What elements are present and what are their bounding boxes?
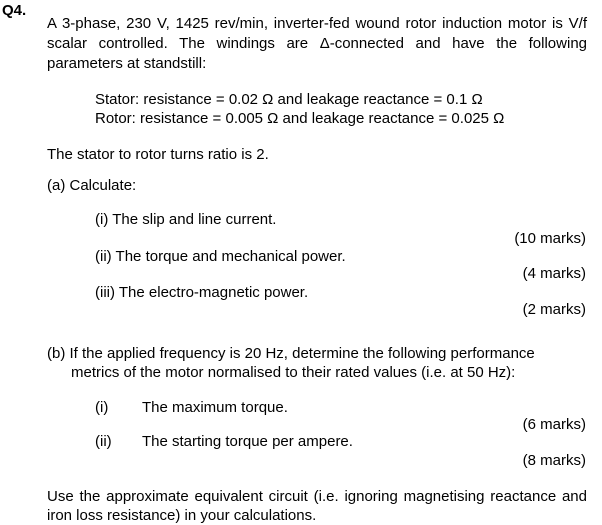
part-b-item-ii-numeral: (ii) (95, 433, 112, 450)
question-intro: A 3-phase, 230 V, 1425 rev/min, inverter-fed wound rotor induction motor is V/f scalar controlled. The windings are Δ-connected and have the following parameters at standstill: (47, 15, 587, 72)
question-number: Q4. (2, 2, 27, 19)
part-a-item-ii-marks: (4 marks) (522, 265, 586, 282)
stator-parameters: Stator: resistance = 0.02 Ω and leakage reactance = 0.1 Ω (95, 91, 483, 108)
part-a-heading: (a) Calculate: (47, 177, 137, 194)
part-b-heading-line1: (b) If the applied frequency is 20 Hz, determine the following performance (47, 345, 535, 362)
part-b-item-ii-marks: (8 marks) (522, 452, 586, 469)
part-a-item-iii-marks: (2 marks) (522, 301, 586, 318)
part-a-item-iii: (iii) The electro-magnetic power. (95, 284, 309, 301)
part-b-heading-line2: metrics of the motor normalised to their rated values (i.e. at 50 Hz): (71, 364, 516, 381)
closing-instruction: Use the approximate equivalent circuit (i.e. ignoring magnetising reactance and iron loss resistance) in your calculations. (47, 488, 587, 524)
part-b-item-ii: The starting torque per ampere. (142, 433, 353, 450)
turns-ratio: The stator to rotor turns ratio is 2. (47, 146, 269, 163)
rotor-parameters: Rotor: resistance = 0.005 Ω and leakage reactance = 0.025 Ω (95, 110, 505, 127)
part-b-item-i-marks: (6 marks) (522, 416, 586, 433)
part-a-item-i: (i) The slip and line current. (95, 211, 277, 228)
part-b-item-i-numeral: (i) (95, 399, 109, 416)
part-b-item-i: The maximum torque. (142, 399, 288, 416)
part-a-item-i-marks: (10 marks) (514, 230, 586, 247)
part-a-item-ii: (ii) The torque and mechanical power. (95, 248, 346, 265)
